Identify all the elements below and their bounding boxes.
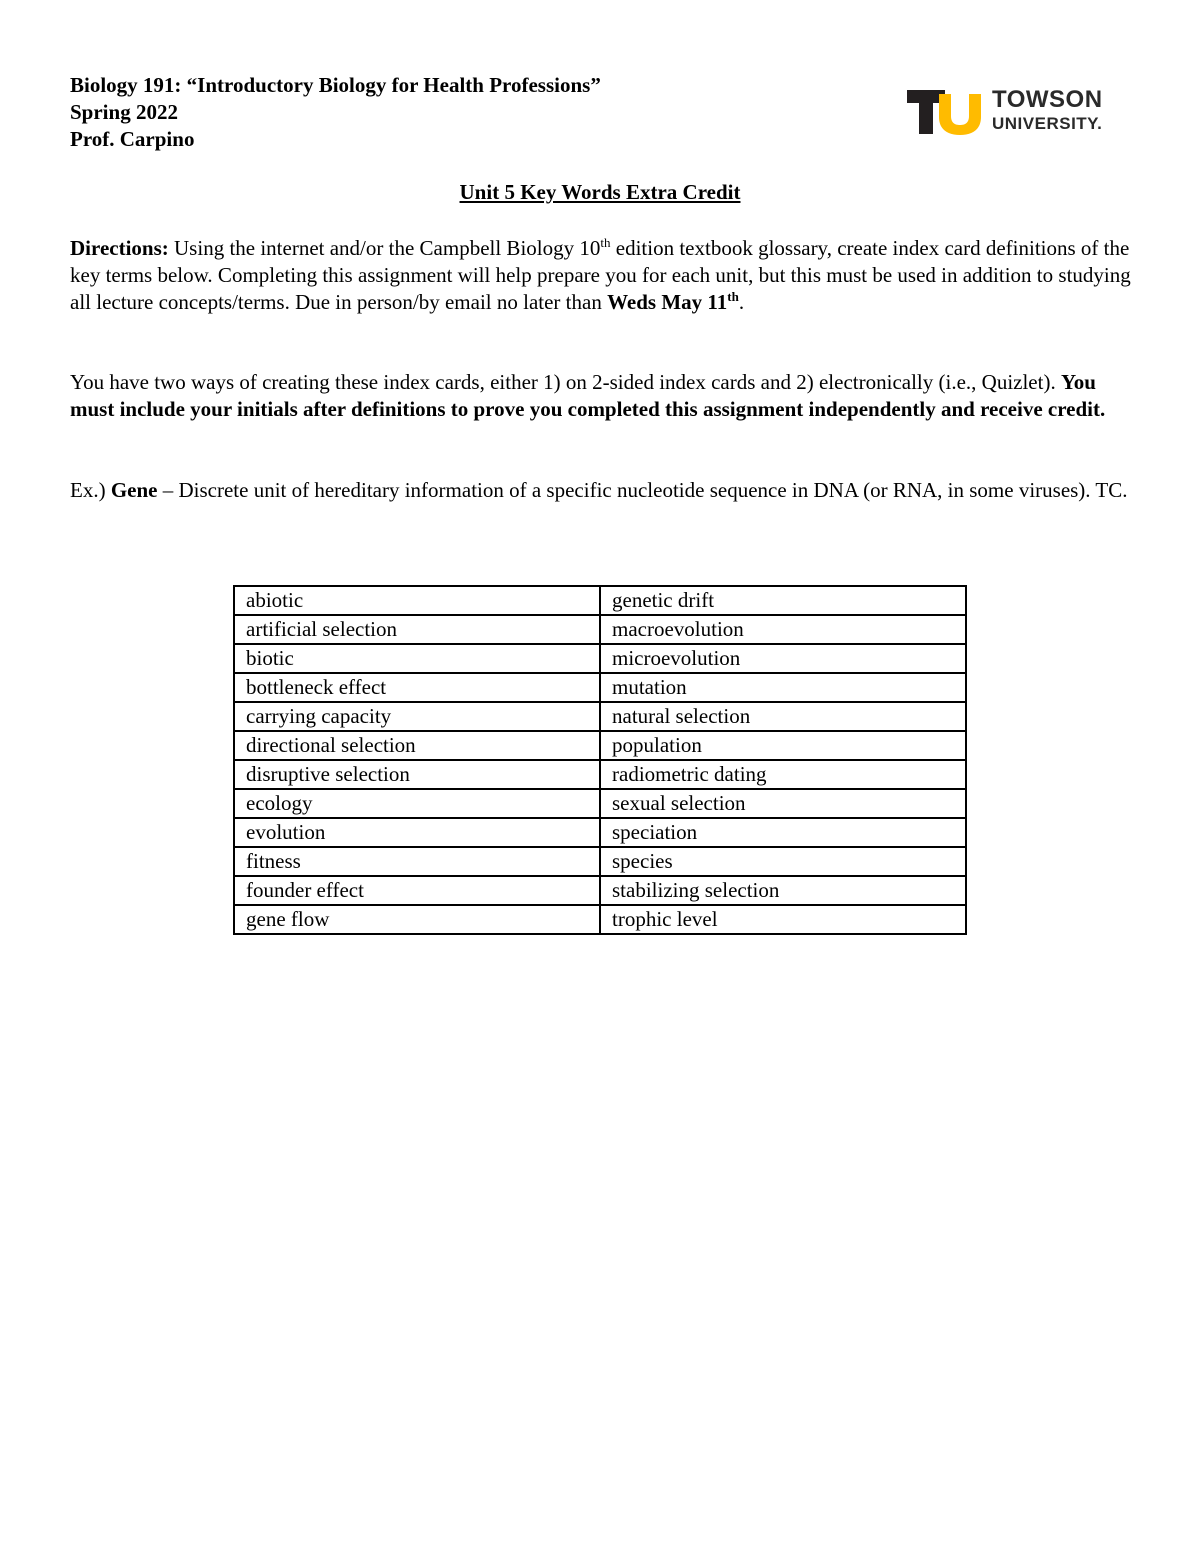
ways-bold-requirement: You must include your initials after definitions to prove you completed this assignment independently and receive credit. [70,370,1106,421]
tu-monogram-icon [905,86,989,136]
assignment-title: Unit 5 Key Words Extra Credit [459,180,741,204]
directions-text-a: Using the internet and/or the Campbell Biology 10 [168,236,601,260]
term-cell: trophic level [600,905,966,934]
table-row [234,615,966,644]
directions-paragraph [70,235,1132,316]
term-cell: fitness [234,847,600,876]
term-cell: speciation [600,818,966,847]
key-terms-table [233,585,967,935]
course-term: Spring 2022 [70,100,178,124]
term-cell: carrying capacity [234,702,600,731]
table-row [234,818,966,847]
term-cell: disruptive selection [234,760,600,789]
table-row [234,702,966,731]
logo-wordmark [992,86,1103,135]
term-cell: artificial selection [234,615,600,644]
example-definition: – Discrete unit of hereditary information of a specific nucleotide sequence in DNA (or RNA, in some viruses). TC. [157,478,1128,502]
logo-line-university: UNIVERSITY. [992,114,1103,133]
due-date: Weds May 11 [607,290,728,314]
directions-label: Directions: [70,236,169,260]
towson-university-logo [905,86,1115,138]
course-title: Biology 191: “Introductory Biology for Health Professions” [70,73,601,97]
ways-paragraph [70,369,1132,423]
term-cell: macroevolution [600,615,966,644]
table-row [234,847,966,876]
term-cell: gene flow [234,905,600,934]
logo-line-towson: TOWSON [992,86,1103,113]
table-row [234,876,966,905]
ways-text: You have two ways of creating these index cards, either 1) on 2-sided index cards and 2) electronically (i.e., Quizlet). [70,370,1061,394]
example-term: Gene [110,478,158,502]
table-row [234,760,966,789]
term-cell: abiotic [234,586,600,615]
term-cell: founder effect [234,876,600,905]
term-cell: stabilizing selection [600,876,966,905]
table-row [234,673,966,702]
example-prefix: Ex.) [70,478,111,502]
term-cell: genetic drift [600,586,966,615]
term-cell: microevolution [600,644,966,673]
table-row [234,905,966,934]
directions-end: . [738,290,745,314]
example-paragraph [70,477,1132,504]
term-cell: radiometric dating [600,760,966,789]
term-cell: species [600,847,966,876]
term-cell: population [600,731,966,760]
course-professor: Prof. Carpino [70,127,195,151]
term-cell: directional selection [234,731,600,760]
term-cell: ecology [234,789,600,818]
due-date-superscript: th [727,289,739,304]
term-cell: natural selection [600,702,966,731]
term-cell: evolution [234,818,600,847]
table-row [234,586,966,615]
table-row [234,731,966,760]
table-row [234,644,966,673]
term-cell: sexual selection [600,789,966,818]
term-cell: mutation [600,673,966,702]
table-row [234,789,966,818]
directions-text-b: edition textbook glossary, create index card definitions of the key terms below. Completing this assignment will help prepare you for each unit, but this must be used in addition to studying all lecture concepts/terms. Due in person/by email no later than [70,236,1131,314]
term-cell: bottleneck effect [234,673,600,702]
term-cell: biotic [234,644,600,673]
course-header [70,72,601,153]
edition-superscript: th [600,235,611,250]
